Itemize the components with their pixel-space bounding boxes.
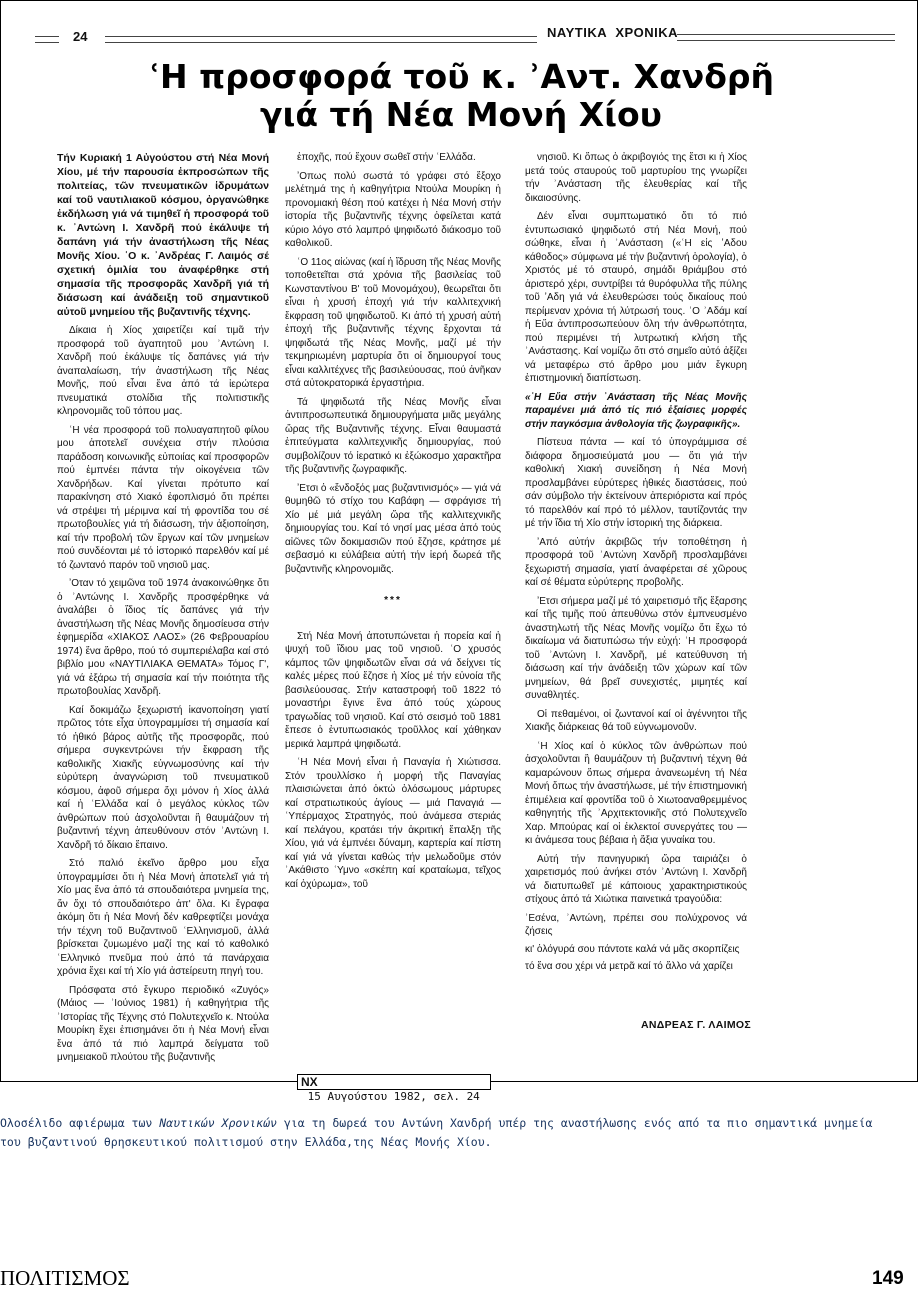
- verse-line: κι' ὁλόγυρά σου πάντοτε καλά νά μᾶς σκορπίζεις: [525, 943, 740, 955]
- magazine-name: ΝΑΥΤΙΚΑ ΧΡΟΝΙΚΑ: [547, 25, 679, 40]
- article-title-line-2: γιά τή Νέα Μονή Χίου: [260, 95, 662, 134]
- header-rule: [105, 36, 537, 43]
- page-description: [0, 1114, 900, 1152]
- paragraph: Στό παλιό ἐκεῖνο ἄρθρο μου εἶχα ὑπογραμμίσει ὅτι ἡ Νέα Μονή ἀποτελεῖ γιά τή Χίο μας ἕνα ἀπό τά σπουδαιότερα μνημεία της, ἄν ὄχι τό σπουδαιότερο ἀπ' ὅλα. Κι ἔγραφα ἀκόμη ὅτι ἡ Νέα Μονή δέν καθρεφτίζει μονάχα τήν τέχνη τοῦ Βυζαντινοῦ ʿΕλληνισμοῦ, ἀλλά βρίσκεται ζυμωμένο μαζί της καί τό καθολικό ʿΕλληνικό πνεῦμα πού ἀπό τά πανάρχαια χρόνια ἔχει καί τή Χίο γιά ἀστείρευτη πηγή του.: [57, 858, 269, 977]
- paragraph: ʼΟταν τό χειμῶνα τοῦ 1974 ἀνακοινώθηκε ὅτι ὁ ʾΑντώνης Ι. Χανδρῆς προσφέρθηκε νά ἀναλάβει ὁ ἴδιος τίς δαπάνες γιά τήν ἀναστήλωση τῆς Νέας Μονῆς δημοσίευσα στήν ἐφημερίδα «ΧΙΑΚΟΣ ΛΑΟΣ» (26 Φεβρουαρίου 1974) ἕνα ἄρθρο, πού τό συμπεριέλαβα καί στό βιβλίο μου «ΝΑΥΤΙΛΙΑΚΑ ΘΕΜΑΤΑ» Τόμος Γ', γιά νά ἐξάρω τή σημασία καί τήν ποιότητα τῆς πρωτοβουλίας Χανδρῆ.: [57, 578, 269, 697]
- source-caption-text: 15 Αυγούστου 1982, σελ. 24: [301, 1090, 480, 1103]
- article-column-3: [525, 151, 747, 978]
- author-signature: ΑΝΔΡΕΑΣ Γ. ΛΑΙΜΟΣ: [641, 1019, 751, 1031]
- article-title-line-1: ʿΗ προσφορά τοῦ κ. ʾΑντ. Χανδρῆ: [147, 57, 775, 96]
- description-magazine-name: Ναυτικών Χρονικών: [159, 1116, 277, 1130]
- pull-quote: «ʿΗ Εὔα στήν ʾΑνάσταση τῆς Νέας Μονῆς παραμένει μιά ἀπό τίς πιό ἐξαίσιες μορφές στήν παγκόσμια ἀνθολογία τῆς ζωγραφικῆς».: [525, 391, 747, 430]
- paragraph: Οἱ πεθαμένοι, οἱ ζωντανοί καί οἱ ἀγέννητοι τῆς Χιακῆς διάρκειας θά τοῦ εὐγνωμονοῦν.: [525, 708, 747, 733]
- section-title: ΠΟΛΙΤΙΣΜΟΣ: [0, 1266, 130, 1290]
- header-rule: [677, 34, 895, 41]
- paragraph: Πίστευα πάντα — καί τό ὑπογράμμισα σέ διάφορα δημοσιεύματά μου — ὅτι γιά τήν καθολική Χιακή συνείδηση ἡ Νέα Μονή προσλαμβάνει εὐρύτερες ἠθικές διαστάσεις, πού σάν σύμβολο τήν ἐκτείνουν ἀπεριόριστα καί πρός τό παρελθόν καί πρό τό μέλλον, ταυτίζοντάς την μέ τήν ἴδια τή Χίο στήν ἱστορική της διάρκεια.: [525, 437, 747, 529]
- description-text: Ολοσέλιδο αφιέρωμα των: [0, 1116, 160, 1130]
- page-number: 149: [872, 1268, 904, 1289]
- paragraph: ʿΗ Νέα Μονή εἶναι ἡ Παναγία ἡ Χιώτισσα. Στόν τρουλλίσκο ἡ μορφή τῆς Παναγίας πλαισιώνεται ἀπό ὀκτώ ὁλόσωμους μάρτυρες καί στρατιωτικούς ἁγίους — μιά Παναγιά — ʿΥπέρμαχος Στρατηγός, πού ἀνάμεσα στεριάς καί πελάγου, κρατάει τήν ἀκριτική ἔπαλξη τῆς Χίου, γιά νά ἐμπνέει δύναμη, καρτερία καί πίστη καί γιά νά γίνεται καθώς τήν μελωδοῦμε στόν ʾΑκάθιστο ʿΥμνο «σκέπη καί κραταίωμα, τεῖχος καί ὀχύρωμα», τοῦ: [285, 757, 501, 890]
- article-column-2: [285, 151, 501, 896]
- paragraph: Δέν εἶναι συμπτωματικό ὅτι τό πιό ἐντυπωσιακό ψηφιδωτό στή Νέα Μονή, πού σώθηκε, εἶναι ἡ ʾΑνάσταση («ʿΗ εἰς ʼΑδου κάθοδος» σύμφωνα μέ τήν βυζαντινή ὁρολογία), ὁ Χριστός μέ τό σταυρό, σημάδι θριάμβου στό ἀριστερό χέρι, συντρίβει τά θυρόφυλλα τῆς πύλης τοῦ ʼΑδη γιά νά ἐλευθερώσει τούς δικαίους πού περίμεναν χρόνια τή λύτρωσή τους. ʿΟ ʾΑδάμ καί ἡ Εὔα ἀντιπροσωπεύουν ὅλη τήν ἀνθρωπότητα, πού περιμένει τή λυτρωτική κλήση τῆς ʾΑνάστασης. Καί νομίζω ὅτι στό σημεῖο αὐτό ἀξίζει νά μεταφέρω στό ἄρθρο μου μιάν ἔγκυρη ἐπιστημονική διαπίστωση.: [525, 211, 747, 384]
- poem-verse: [525, 912, 747, 974]
- paragraph: Καί δοκιμάζω ξεχωριστή ἱκανοποίηση γιατί πρῶτος τότε εἶχα ὑπογραμμίσει τή σημασία καί τό ἠθικό βάρος αὐτῆς τῆς προσφορᾶς, πού σήμερα συγκεντρώνει τήν ἔκφραση τῆς καθολικῆς Χιακῆς εὐγνωμοσύνης καί τήν εὐρύτερη ἀναγνώριση τοῦ πνευματικοῦ κόσμου, ἀφοῦ σήμερα ὄχι μόνον ἡ Χίος ἀλλά καί ἡ ʿΕλλάδα καί ὁ μεγάλος κύκλος τῶν ἀνθρώπων πού ἀσχολοῦνται ἢ θαυμάζουν τή βυζαντινή τέχνη ἀπευθύνουν στόν ʾΑντώνη Ι. Χανδρῆ τό δίκαιο ἔπαινο.: [57, 704, 269, 851]
- paragraph: ʼΕτσι ὁ «ἔνδοξός μας βυζαντινισμός» — γιά νά θυμηθῶ τό στίχο του Καβάφη — σφράγισε τή Χίο μέ μιά μεγάλη ὥρα τῆς καλλιτεχνικῆς δημιουργίας του. Καί τό νησί μας μέσα ἀπό τούς αἰῶνες τῶν δοκιμασιῶν πού ἔζησε, κράτησε μέ σεβασμό κι εὐλάβεια αὐτή τήν ἱερή δωρεά τῆς βυζαντινῆς κληρονομιᾶς.: [285, 482, 501, 575]
- paragraph: ʿΗ Χίος καί ὁ κύκλος τῶν ἀνθρώπων πού ἀσχολοῦνται ἢ θαυμάζουν τή βυζαντινή τέχνη θά καμαρώνουν ὅπως σήμερα ἀνανεωμένη τή Νέα Μονή ὅπως τήν ἀναστήλωσε, μέ τήν ἐπιστημονική ἐπιμέλεια καί φροντίδα τοῦ ὁ Χιωτοαναθρεμμένος καθηγητής τῆς ʾΑρχιτεκτονικῆς στό Πολυτεχνεῖο Χαρ. Μπούρας καί οἱ ἐκλεκτοί συνεργάτες του — κι ἀνάμεσα τους βέβαια ἡ ἄξια γυναίκα του.: [525, 740, 747, 846]
- article-lead: Τήν Κυριακή 1 Αὐγούστου στή Νέα Μονή Χίου, μέ τήν παρουσία ἐκπροσώπων τῆς πολιτείας, τῶν πνευματικῶν ἱδρυμάτων καί τοῦ ναυτιλιακοῦ κόσμου, ὀργανώθηκε ἐκδήλωση γιά νά τιμηθεῖ ἡ προσφορά τοῦ κ. ʾΑντώνη Ι. Χανδρῆ πού ἐκάλυψε τή δαπάνη γιά τήν ἀναστήλωση τῆς Νέας Μονῆς Χίου. ʿΟ κ. ʾΑνδρέας Γ. Λαιμός σέ σχετική ὁμιλία του ἀναφέρθηκε στή σημασία τῆς προσφορᾶς Χανδρῆ γιά τή διάσωση καί ἀνάδειξη τοῦ σημαντικοῦ αὐτοῦ μνημείου τῆς βυζαντινῆς τέχνης.: [57, 152, 269, 318]
- paragraph: Στή Νέα Μονή ἀποτυπώνεται ἡ πορεία καί ἡ ψυχή τοῦ ἴδιου μας τοῦ νησιοῦ. ʿΟ χρυσός κάμπος τῶν ψηφιδωτῶν εἶναι σά νά δείχνει τίς καλές μέρες πού ἔζησε ἡ Χίος μέ τήν εὐνοία τῆς βασιλεύουσας. Στήν καταστροφή τοῦ 1822 τό μοναστήρι ἔγινε ἕνα ἀπό τούς χώρους τραγωδίας τοῦ νησιοῦ. Καί στό σεισμό τοῦ 1881 ἔπεσε ὁ ἐντυπωσιακός τροῦλλος καί χάθηκαν μερικά λαμπρά ψηφιδωτά.: [285, 630, 501, 750]
- paragraph: ʿΗ νέα προσφορά τοῦ πολυαγαπητοῦ φίλου μου ἀποτελεῖ συνέχεια στήν πλούσια παράδοση κοινωνικῆς εὐποιίας καί προσφορῶν πού ἐμπνέει πάντα τήν οἰκογένεια τῶν Χανδρήδων. Καί γίνεται πρότυπο καί παρακίνηση στό Χιακό ἐφοπλισμό ὅτι πρέπει νά στρέψει τή μέριμνα καί τή φροντίδα του σέ πρωτοβουλίες γιά τή διάσωση, τήν ἀξιοποίηση, καί τήν προβολή τῶν ἔργων καί τῶν μνημείων πού συνδέονται μέ τό ἱστορικό παρελθόν καί μέ τό ζωντανό παρόν τοῦ νησιοῦ μας.: [57, 424, 269, 571]
- paragraph: Δίκαια ἡ Χίος χαιρετίζει καί τιμᾶ τήν προσφορά τοῦ ἀγαπητοῦ μου ʾΑντώνη Ι. Χανδρῆ πού ἐκάλυψε τίς δαπάνες γιά τήν ἀναπαλαίωση, τήν ἀναστήλωση τῆς Νέας Μονῆς, πού εἶναι ἕνα ἀπό τά ἱερώτερα πνευματικά στολίδια τῆς πολιτιστικῆς κληρονομιᾶς τοῦ τόπου μας.: [57, 325, 269, 417]
- paragraph: ʿΟ 11ος αἰώνας (καί ἡ ἵδρυση τῆς Νέας Μονῆς τοποθετεῖται στά χρόνια τῆς βασιλείας τοῦ Κωνσταντίνου Β' τοῦ Μονομάχου), θεωρεῖται ὅτι εἶναι ἡ χρυσή ἐποχή γιά τήν καλλιτεχνική ἔκφραση τοῦ ψηφιδωτοῦ. Κι ἀπό τή χρυσή αὐτή ἐποχή τῆς βυζαντινῆς τέχνης ἔρχονται τά ψηφιδωτά τῆς Νέας Μονῆς, μαζί μέ τήν τεκμηριωμένη μαρτυρία ὅτι οἱ δημιουργοί τους εἶναι καλλιτέχνες τῆς βασιλεύουσας, πού ἀνῆκαν στά αὐτοκρατορικά ἐργαστήρια.: [285, 256, 501, 389]
- description-text: για τη δωρεά του Αντώνη Χανδρή υπέρ της αναστήλωσης ενός από τα πιο σημαντικά μνημεία του βυζαντινού θρησκευτικού πολιτισμού στην Ελλάδα,της Νέας Μονής Χίου.: [0, 1116, 873, 1149]
- magazine-page-number: 24: [73, 29, 88, 44]
- section-separator: ***: [384, 595, 402, 606]
- article-column-1: [57, 151, 269, 1070]
- verse-line: ʾΕσένα, ʾΑντώνη, πρέπει σου πολύχρονος νά ζήσεις: [525, 912, 747, 937]
- verse-line: τό ἕνα σου χέρι νά μετρᾶ καί τό ἄλλο νά χαρίζει: [525, 961, 733, 972]
- paragraph: Πρόσφατα στό ἔγκυρο περιοδικό «Ζυγός» (Μάιος — ʾΙούνιος 1981) ἡ καθηγήτρια τῆς ʾΙστορίας τῆς Τέχνης στό Πολυτεχνεῖο κ. Ντούλα Μουρίκη ἔχει ἐπισημάνει ὅτι ἡ Νέα Μονή εἶναι ἕνα ἀπό τά πιό λαμπρά δείγματα τοῦ μνημειακοῦ πλούτου τῆς βυζαντινῆς: [57, 984, 269, 1063]
- paragraph: ʼΟπως πολύ σωστά τό γράφει στό ἔξοχο μελέτημά της ἡ καθηγήτρια Ντούλα Μουρίκη ἡ προνομιακή θέση πού κατέχει ἡ Νέα Μονή στήν ἱστορία τῆς βυζαντινῆς τέχνης ὀφείλεται κατά κύριο λόγο στό λαμπρό ψηφιδωτό διάκοσμο τοῦ καθολικοῦ.: [285, 170, 501, 249]
- paragraph: νησιοῦ. Κι ὅπως ὁ ἀκριβογιός της ἔτσι κι ἡ Χίος μετά τούς σταυρούς τοῦ μαρτυρίου της γνωρίζει τήν ʾΑνάσταση τῆς ἐλευθερίας καί τῆς δικαιοσύνης.: [525, 152, 747, 204]
- paragraph: Τά ψηφιδωτά τῆς Νέας Μονῆς εἶναι ἀντιπροσωπευτικά δημιουργήματα μιᾶς μεγάλης ὥρας τῆς Βυζαντινῆς τέχνης. Εἶναι θαυμαστά ἐπιτεύγματα καλλιτεχνικῆς δημιουργίας, πού συμβολίζουν τό ἱερατικό κι ἐξώκοσμο χαρακτῆρα τῆς βυζαντινῆς ζωγραφικῆς.: [285, 396, 501, 475]
- nx-logo: NX: [301, 1075, 318, 1089]
- header-rule: [35, 36, 59, 43]
- paragraph: ʼΑπό αὐτήν ἀκριβῶς τήν τοποθέτηση ἡ προσφορά τοῦ ʾΑντώνη Χανδρῆ προσλαμβάνει ξεχωριστή σημασία, γιατί ἀναφέρεται σέ χῶρους καί σέ θέματα εὐρύτερης προβολῆς.: [525, 536, 747, 588]
- paragraph: ʼΕτσι σήμερα μαζί μέ τό χαιρετισμό τῆς ἔξαρσης καί τῆς τιμῆς πού ἀπευθύνω στόν ἐμπνευσμένο ἀναστηλωτή τῆς Νέας Μονῆς νομίζω ὅτι ἔχω τό δικαίωμα νά διατυπώσω τήν εὐχή: ʿΗ προσφορά τοῦ ʾΑντώνη Ι. Χανδρῆ, μέ κατεύθυνση τή διάσωση καί τήν ἀνάδειξη τῶν χώρων καί τῶν μνημείων, θά βρεῖ συνεχιστές, μιμητές καί συναθλητές.: [525, 595, 747, 701]
- paragraph: Αὐτή τήν πανηγυρική ὥρα ταιριάζει ὁ χαιρετισμός πού ἀνήκει στόν ʾΑντώνη Ι. Χανδρῆ νά διατυπωθεῖ μέ κάποιους χαρακτηριστικούς στίχους ἀπό τά Χιώτικα παινετικά τραγούδια:: [525, 853, 747, 905]
- source-caption: [297, 1074, 491, 1103]
- paragraph: ἐποχῆς, πού ἔχουν σωθεῖ στήν ʿΕλλάδα.: [297, 152, 476, 163]
